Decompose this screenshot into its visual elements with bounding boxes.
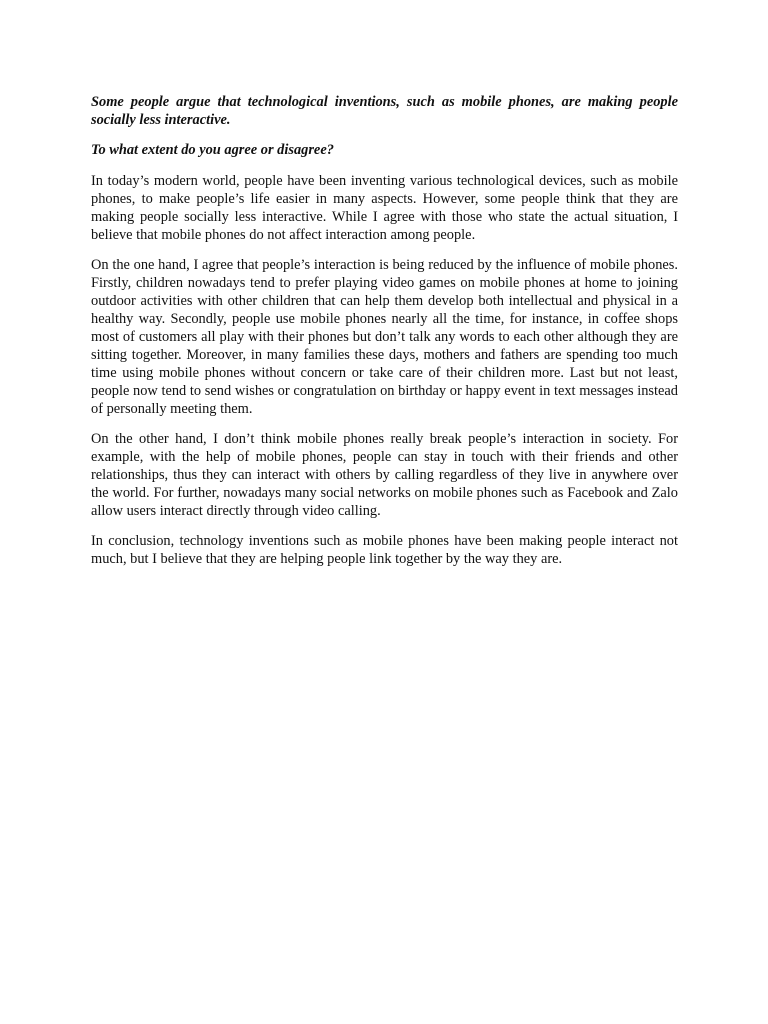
paragraph-disagree: On the other hand, I don’t think mobile phones really break people’s interaction in society. For example, with the help of mobile phones, people can stay in touch with their friends and other relationships, thus they can interact with others by calling regardless of they live in anywhere over the world. For further, nowadays many social networks on mobile phones such as Facebook and Zalo allow users interact directly through video calling. <box>91 431 678 519</box>
paragraph-introduction: In today’s modern world, people have been inventing various technological devices, such as mobile phones, to make people’s life easier in many aspects. However, some people think that they are making people socially less interactive. While I agree with those who state the actual situation, I believe that mobile phones do not affect interaction among people. <box>91 173 678 243</box>
paragraph-conclusion: In conclusion, technology inventions such as mobile phones have been making people interact not much, but I believe that they are helping people link together by the way they are. <box>91 533 678 567</box>
essay-body <box>91 93 678 580</box>
paragraph-agree: On the one hand, I agree that people’s interaction is being reduced by the influence of mobile phones. Firstly, children nowadays tend to prefer playing video games on mobile phones at home to joining outdoor activities with other children that can help them develop both intellectual and physical in a healthy way. Secondly, people use mobile phones nearly all the time, for instance, in coffee shops most of customers all play with their phones but don’t talk any words to each other although they are sitting together. Moreover, in many families these days, mothers and fathers are spending too much time using mobile phones without concern or take care of their children more. Last but not least, people now tend to send wishes or congratulation on birthday or happy event in text messages instead of personally meeting them. <box>91 257 678 417</box>
essay-prompt: Some people argue that technological inventions, such as mobile phones, are making people socially less interactive. <box>91 94 678 128</box>
essay-question: To what extent do you agree or disagree? <box>91 142 334 158</box>
